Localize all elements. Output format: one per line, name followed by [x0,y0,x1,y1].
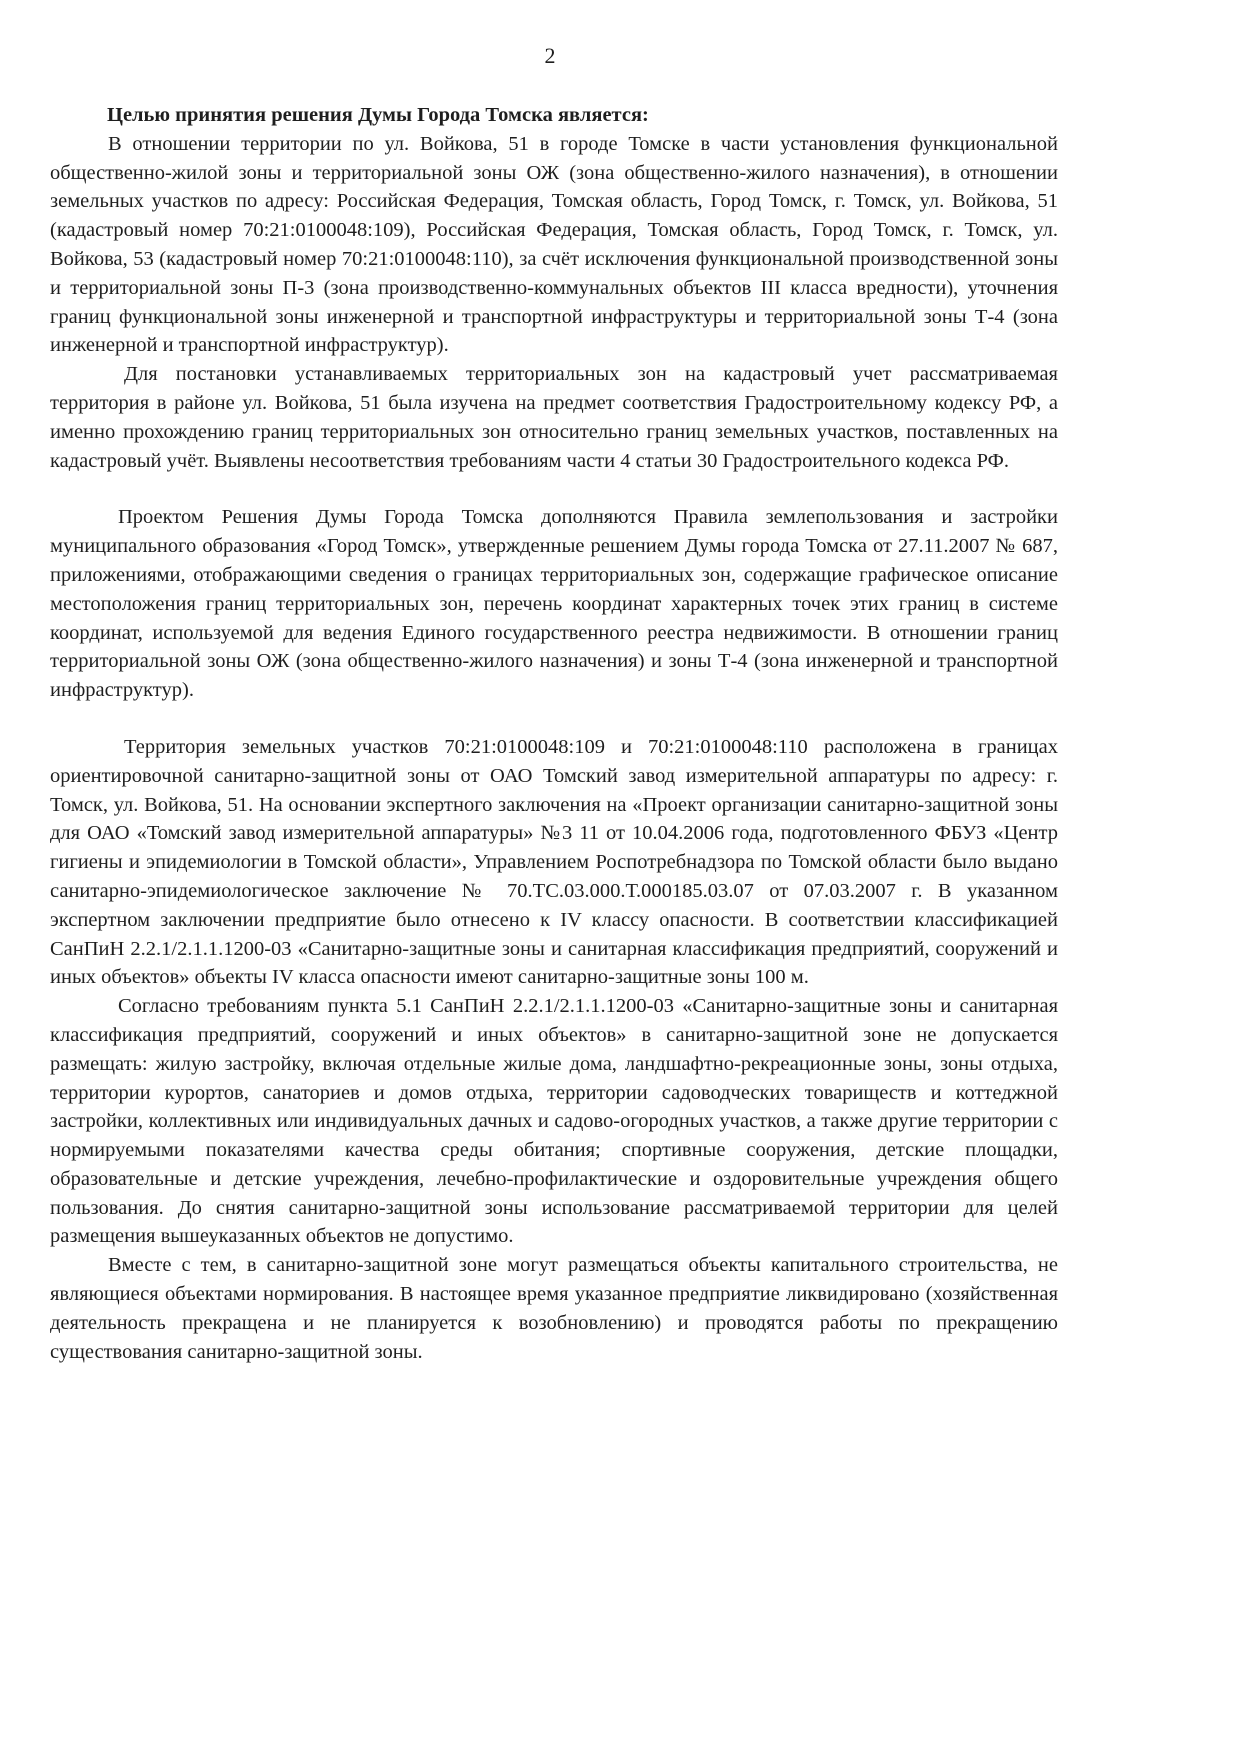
document-body [50,101,1058,1366]
paragraph-rules-amendment: Проектом Решения Думы Города Томска дополняются Правила землепользования и застройки муниципального образования «Город Томск», утвержденные решением Думы города Томска от 27.11.2007 № 687, приложениями, отображающими сведения о границах территориальных зон, содержащие графическое описание местоположения границ территориальных зон, перечень координат характерных точек этих границ в системе координат, используемой для ведения Единого государственного реестра недвижимости. В отношении границ территориальной зоны ОЖ (зона общественно-жилого назначения) и зоны Т-4 (зона инженерной и транспортной инфраструктур). [50,506,1058,702]
page-number: 2 [544,43,556,68]
paragraph-sanitary-zone: Территория земельных участков 70:21:0100048:109 и 70:21:0100048:110 расположена в границах ориентировочной санитарно-защитной зоны от ОАО Томский завод измерительной аппаратуры по адресу: г. Томск, ул. Войкова, 51. На основании экспертного заключения на «Проект организации санитарно-защитной зоны для ОАО «Томский завод измерительной аппаратуры» №3 11 от 10.04.2006 года, подготовленного ФБУЗ «Центр гигиены и эпидемиологии в Томской области», Управлением Роспотребнадзора по Томской области было выдано санитарно-эпидемиологическое заключение № 70.ТС.03.000.Т.000185.03.07 от 07.03.2007 г. В указанном экспертном заключении предприятие было отнесено к IV классу опасности. В соответствии классификацией СанПиН 2.2.1/2.1.1.1200-03 «Санитарно-защитные зоны и санитарная классификация предприятий, сооружений и иных объектов» объекты IV класса опасности имеют санитарно-защитные зоны 100 м. [50,735,1058,989]
paragraph-cadastral-check: Для постановки устанавливаемых территориальных зон на кадастровый учет рассматриваемая территория в районе ул. Войкова, 51 была изучена на предмет соответствия Градостроительному кодексу РФ, а именно прохождению границ территориальных зон относительно границ земельных участков, поставленных на кадастровый учёт. Выявлены несоответствия требованиям части 4 статьи 30 Градостроительного кодекса РФ. [50,363,1058,472]
paragraph-enterprise-liquidated: Вместе с тем, в санитарно-защитной зоне могут размещаться объекты капитального строительства, не являющиеся объектами нормирования. В настоящее время указанное предприятие ликвидировано (хозяйственная деятельность прекращена и не планируется к возобновлению) и проводятся работы по прекращению существования санитарно-защитной зоны. [50,1254,1058,1363]
paragraph-decision-goal: В отношении территории по ул. Войкова, 51 в городе Томске в части установления функциональной общественно-жилой зоны и территориальной зоны ОЖ (зона общественно-жилого назначения), в отношении земельных участков по адресу: Российская Федерация, Томская область, Город Томск, г. Томск, ул. Войкова, 51 (кадастровый номер 70:21:0100048:109), Российская Федерация, Томская область, Город Томск, г. Томск, ул. Войкова, 53 (кадастровый номер 70:21:0100048:110), за счёт исключения функциональной производственной зоны и территориальной зоны П-3 (зона производственно-коммунальных объектов III класса вредности), уточнения границ функциональной зоны инженерной и транспортной инфраструктуры и территориальной зоны Т-4 (зона инженерной и транспортной инфраструктур). [50,132,1058,357]
section-heading: Целью принятия решения Думы Города Томска является: [107,104,649,126]
paragraph-sanpin-requirements: Согласно требованиям пункта 5.1 СанПиН 2.2.1/2.1.1.1200-03 «Санитарно-защитные зоны и санитарная классификация предприятий, сооружений и иных объектов» в санитарно-защитной зоне не допускается размещать: жилую застройку, включая отдельные жилые дома, ландшафтно-рекреационные зоны, зоны отдыха, территории курортов, санаториев и домов отдыха, территории садоводческих товариществ и коттеджной застройки, коллективных или индивидуальных дачных и садово-огородных участков, а также другие территории с нормируемыми показателями качества среды обитания; спортивные сооружения, детские площадки, образовательные и детские учреждения, лечебно-профилактические и оздоровительные учреждения общего пользования. До снятия санитарно-защитной зоны использование рассматриваемой территории для целей размещения вышеуказанных объектов не допустимо. [50,995,1058,1248]
